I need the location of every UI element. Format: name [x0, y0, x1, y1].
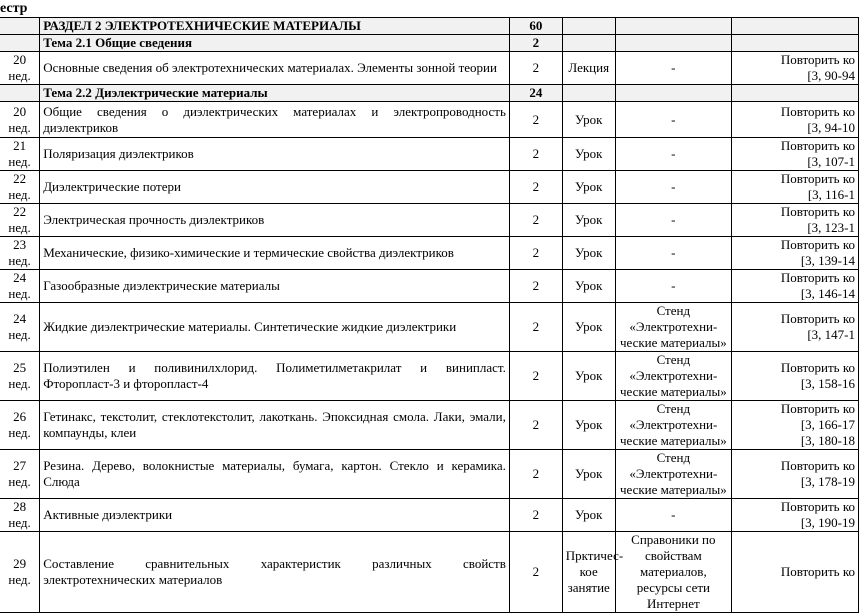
hours-cell: 2	[509, 270, 562, 303]
type-cell: Урок	[562, 401, 615, 450]
hours-cell: 2	[509, 303, 562, 352]
week-cell: 27 нед.	[0, 450, 40, 499]
content-cell: Активные диэлектрики	[40, 499, 510, 532]
hours-cell: 2	[509, 204, 562, 237]
type-cell: Урок	[562, 138, 615, 171]
homework-cell: Повторить ко [3, 146-14	[732, 270, 859, 303]
content-cell: Жидкие диэлектрические материалы. Синтетические жидкие диэлектрики	[40, 303, 510, 352]
table-row	[0, 352, 859, 401]
topic-title: Тема 2.2 Диэлектрические материалы	[40, 85, 510, 102]
homework-cell: Повторить ко [3, 139-14	[732, 237, 859, 270]
topic-hours: 2	[509, 35, 562, 52]
homework-cell: Повторить ко [3, 166-17 [3, 180-18	[732, 401, 859, 450]
table-row	[0, 303, 859, 352]
equipment-cell: -	[615, 171, 731, 204]
type-cell: Урок	[562, 237, 615, 270]
content-cell: Основные сведения об электротехнических материалах. Элементы зонной теории	[40, 52, 510, 85]
week-cell: 24 нед.	[0, 303, 40, 352]
table-row	[0, 138, 859, 171]
equipment-cell: -	[615, 204, 731, 237]
hours-cell: 2	[509, 450, 562, 499]
curriculum-table	[0, 17, 859, 613]
content-cell: Полиэтилен и поливинилхлорид. Полиметилметакрилат и винипласт. Фторопласт-3 и фторопласт-4	[40, 352, 510, 401]
topic-hours: 24	[509, 85, 562, 102]
type-cell: Прктичес-кое занятие	[562, 532, 615, 613]
week-cell: 21 нед.	[0, 138, 40, 171]
homework-cell: Повторить ко [3, 107-1	[732, 138, 859, 171]
cell-empty	[562, 18, 615, 35]
equipment-cell: -	[615, 237, 731, 270]
homework-cell: Повторить ко [3, 158-16	[732, 352, 859, 401]
homework-cell: Повторить ко [3, 147-1	[732, 303, 859, 352]
hours-cell: 2	[509, 401, 562, 450]
topic-title: Тема 2.1 Общие сведения	[40, 35, 510, 52]
table-row	[0, 270, 859, 303]
content-cell: Диэлектрические потери	[40, 171, 510, 204]
hours-cell: 2	[509, 138, 562, 171]
homework-cell: Повторить ко [3, 116-1	[732, 171, 859, 204]
table-row	[0, 237, 859, 270]
content-cell: Составление сравнительных характеристик различных свойств электротехнических материалов	[40, 532, 510, 613]
content-cell: Механические, физико-химические и термические свойства диэлектриков	[40, 237, 510, 270]
section-row	[0, 18, 859, 35]
equipment-cell: -	[615, 102, 731, 138]
hours-cell: 2	[509, 499, 562, 532]
content-cell: Гетинакс, текстолит, стеклотекстолит, лакоткань. Эпоксидная смола. Лаки, эмали, компаунды, клеи	[40, 401, 510, 450]
table-row	[0, 204, 859, 237]
equipment-cell: -	[615, 270, 731, 303]
homework-cell: Повторить ко [3, 94-10	[732, 102, 859, 138]
page-caption: естр	[0, 1, 28, 16]
week-cell: 23 нед.	[0, 237, 40, 270]
type-cell: Лекция	[562, 52, 615, 85]
hours-cell: 2	[509, 171, 562, 204]
week-cell: 25 нед.	[0, 352, 40, 401]
equipment-cell: -	[615, 499, 731, 532]
content-cell: Поляризация диэлектриков	[40, 138, 510, 171]
week-cell: 26 нед.	[0, 401, 40, 450]
homework-cell: Повторить ко [3, 178-19	[732, 450, 859, 499]
week-cell: 24 нед.	[0, 270, 40, 303]
table-row	[0, 450, 859, 499]
equipment-cell: Стенд «Электротехни-ческие материалы»	[615, 352, 731, 401]
cell-empty	[615, 18, 731, 35]
hours-cell: 2	[509, 237, 562, 270]
week-cell: 22 нед.	[0, 204, 40, 237]
equipment-cell: Стенд «Электротехни-ческие материалы»	[615, 303, 731, 352]
hours-cell: 2	[509, 352, 562, 401]
homework-cell: Повторить ко [3, 123-1	[732, 204, 859, 237]
hours-cell: 2	[509, 102, 562, 138]
content-cell: Резина. Дерево, волокнистые материалы, бумага, картон. Стекло и керамика. Слюда	[40, 450, 510, 499]
content-cell: Газообразные диэлектрические материалы	[40, 270, 510, 303]
week-cell: 20 нед.	[0, 102, 40, 138]
content-cell: Общие сведения о диэлектрических материалах и электропроводность диэлектриков	[40, 102, 510, 138]
type-cell: Урок	[562, 102, 615, 138]
cell-empty	[0, 18, 40, 35]
cell-empty	[732, 18, 859, 35]
type-cell: Урок	[562, 352, 615, 401]
content-cell: Электрическая прочность диэлектриков	[40, 204, 510, 237]
week-cell: 29 нед.	[0, 532, 40, 613]
homework-cell: Повторить ко [3, 90-94	[732, 52, 859, 85]
table-row	[0, 102, 859, 138]
hours-cell: 2	[509, 532, 562, 613]
table-row	[0, 171, 859, 204]
equipment-cell: -	[615, 138, 731, 171]
type-cell: Урок	[562, 270, 615, 303]
topic-row	[0, 85, 859, 102]
homework-cell: Повторить ко [3, 190-19	[732, 499, 859, 532]
type-cell: Урок	[562, 499, 615, 532]
equipment-cell: -	[615, 52, 731, 85]
equipment-cell: Стенд «Электротехни-ческие материалы»	[615, 401, 731, 450]
topic-row	[0, 35, 859, 52]
type-cell: Урок	[562, 171, 615, 204]
table-row	[0, 401, 859, 450]
table-row	[0, 499, 859, 532]
equipment-cell: Справоники по свойствам материалов, ресурсы сети Интернет	[615, 532, 731, 613]
type-cell: Урок	[562, 204, 615, 237]
equipment-cell: Стенд «Электротехни-ческие материалы»	[615, 450, 731, 499]
section-hours: 60	[509, 18, 562, 35]
table-row	[0, 532, 859, 613]
table-row	[0, 52, 859, 85]
section-title: РАЗДЕЛ 2 ЭЛЕКТРОТЕХНИЧЕСКИЕ МАТЕРИАЛЫ	[40, 18, 510, 35]
hours-cell: 2	[509, 52, 562, 85]
homework-cell: Повторить ко	[732, 532, 859, 613]
week-cell: 22 нед.	[0, 171, 40, 204]
type-cell: Урок	[562, 303, 615, 352]
type-cell: Урок	[562, 450, 615, 499]
week-cell: 20 нед.	[0, 52, 40, 85]
week-cell: 28 нед.	[0, 499, 40, 532]
